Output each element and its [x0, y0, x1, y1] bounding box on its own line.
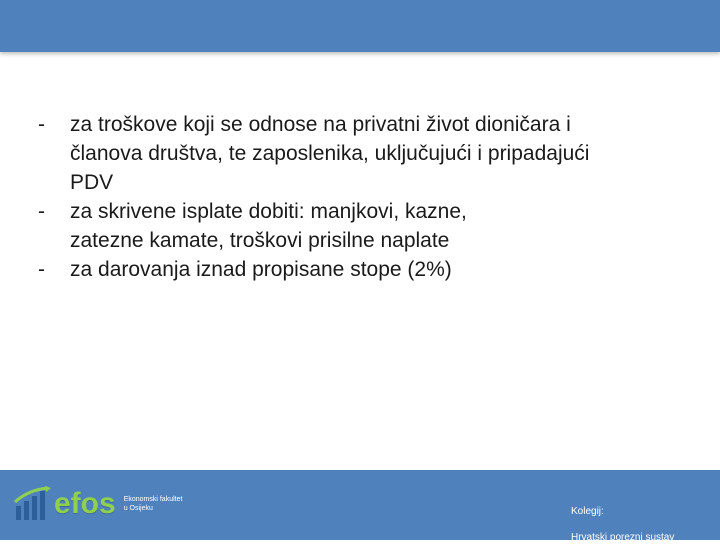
bullet-text: za darovanja iznad propisane stope (2%) [70, 258, 452, 281]
logo-wordmark: efos [54, 487, 116, 520]
bullet-marker: - [38, 200, 45, 223]
efos-logo-icon [14, 486, 52, 522]
bullet-text: za troškove koji se odnose na privatni život dioničara i članova društva, te zaposlenika, uključujući i pripadajući PDV [70, 113, 590, 194]
bullet-marker: - [38, 258, 45, 281]
bullet-item [38, 255, 698, 284]
bullet-marker: - [38, 113, 45, 136]
efos-logo [14, 486, 182, 522]
logo-subtitle: Ekonomski fakultet u Osijeku [123, 496, 183, 512]
course-label: Kolegij: [571, 506, 604, 517]
course-name: Hrvatski porezni sustav [571, 532, 675, 543]
bullet-item [38, 197, 698, 255]
bullet-item [38, 110, 698, 197]
header-band [0, 0, 720, 52]
course-info [571, 492, 674, 557]
bullet-text: za skrivene isplate dobiti: manjkovi, kazne, zatezne kamate, troškovi prisilne naplate [70, 200, 467, 252]
slide-body [38, 110, 698, 284]
